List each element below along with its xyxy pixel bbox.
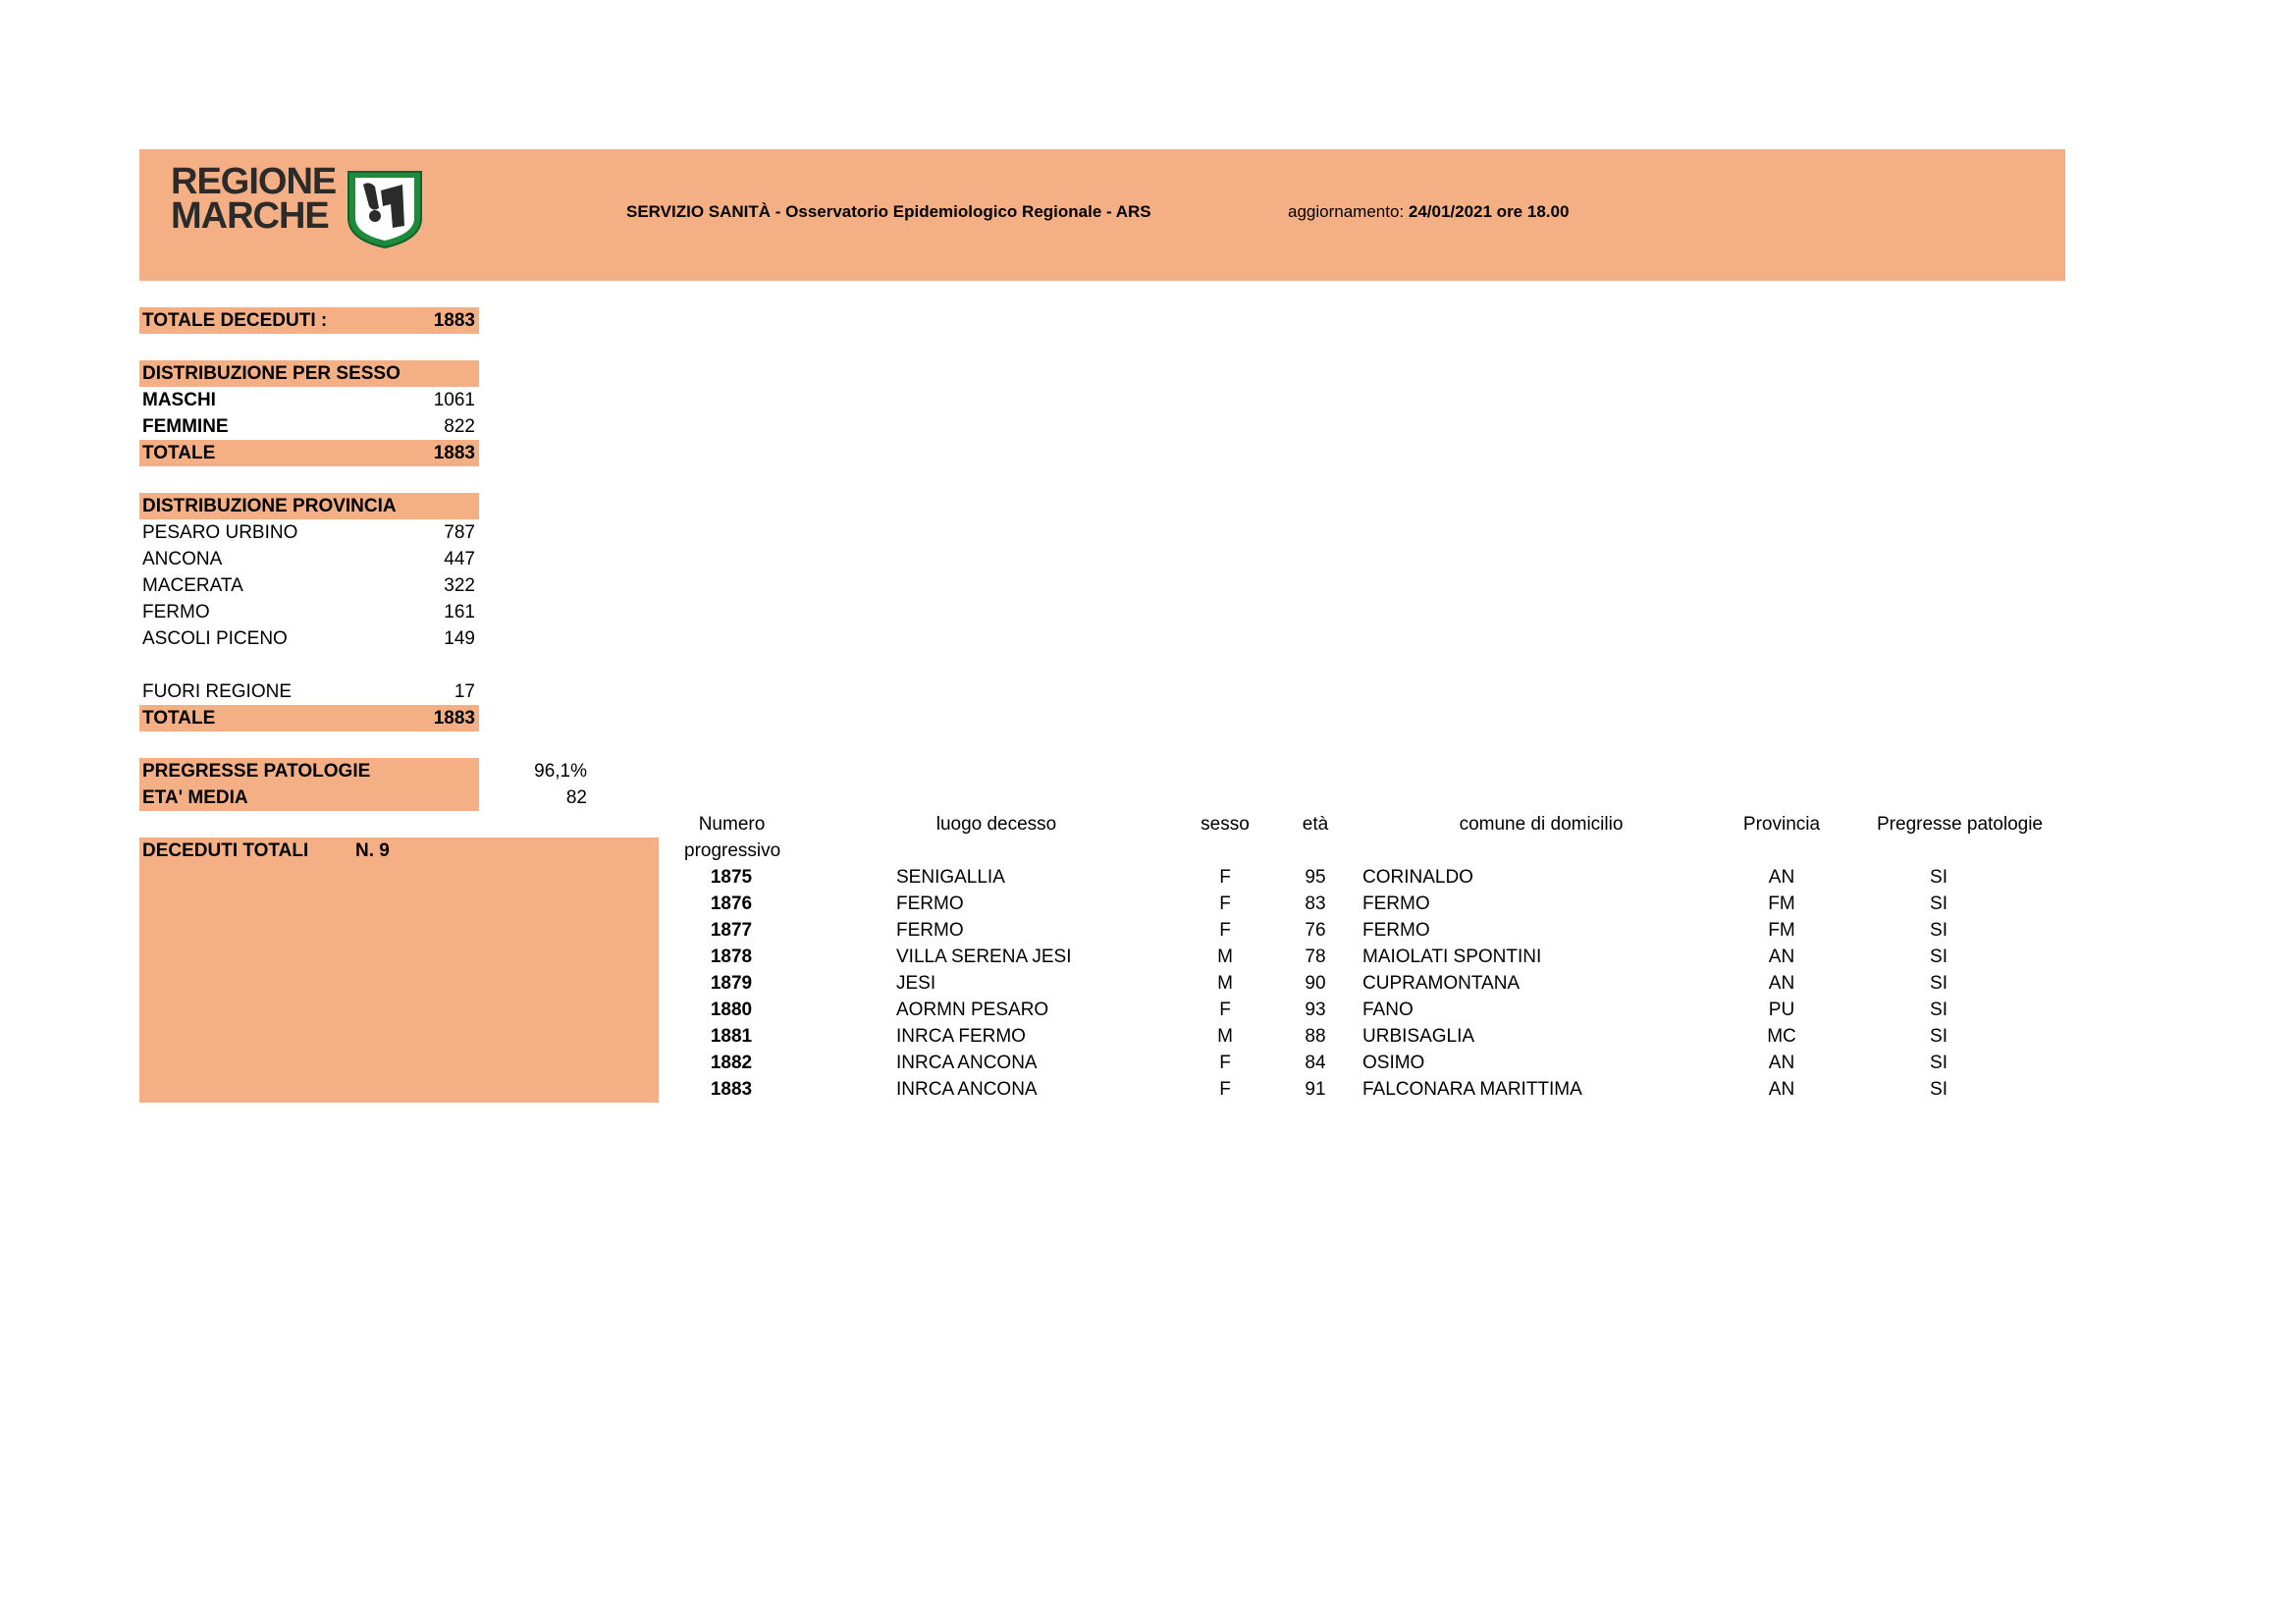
row-eta: 83 [1305,893,1326,914]
provincia-row-value: 787 [444,522,475,543]
row-provincia: FM [1768,920,1795,941]
row-sesso: F [1219,893,1231,914]
deceduti-totali-band [139,838,659,1103]
deceduti-totali-label: DECEDUTI TOTALI [142,840,309,861]
update-info [1288,202,1569,222]
provincia-row-value: 149 [444,628,475,649]
row-eta: 91 [1305,1079,1326,1100]
row-patologie: SI [1930,947,1948,967]
row-provincia: MC [1767,1026,1796,1047]
femmine-label: FEMMINE [142,416,229,437]
provincia-row-value: 322 [444,575,475,596]
row-numero: 1875 [710,867,753,888]
sesso-title: DISTRIBUZIONE PER SESSO [142,363,400,384]
row-sesso: M [1217,947,1233,967]
row-luogo: INRCA FERMO [896,1026,1026,1047]
provincia-row-label: PESARO URBINO [142,522,298,543]
provincia-totale-value: 1883 [433,708,475,729]
header-sesso: sesso [1201,814,1250,835]
eta-media-value: 82 [565,787,587,808]
femmine-value: 822 [444,416,475,437]
header-numero: Numero [698,814,766,835]
provincia-row-label: MACERATA [142,575,243,596]
row-provincia: PU [1768,1000,1795,1020]
row-luogo: VILLA SERENA JESI [896,947,1072,967]
row-sesso: M [1217,1026,1233,1047]
row-comune: MAIOLATI SPONTINI [1362,947,1542,967]
header-eta: età [1302,814,1329,835]
row-numero: 1877 [710,920,753,941]
row-sesso: F [1219,1079,1231,1100]
patologie-label: PREGRESSE PATOLOGIE [142,761,371,782]
row-sesso: F [1219,920,1231,941]
maschi-value: 1061 [433,390,475,410]
row-sesso: F [1219,1053,1231,1073]
row-provincia: FM [1768,893,1795,914]
header-provincia: Provincia [1742,814,1821,835]
row-provincia: AN [1768,973,1795,994]
row-comune: CORINALDO [1362,867,1473,888]
row-luogo: INRCA ANCONA [896,1053,1038,1073]
provincia-row-value: 161 [444,602,475,622]
row-eta: 93 [1305,1000,1326,1020]
row-sesso: F [1219,867,1231,888]
row-luogo: FERMO [896,893,964,914]
header-patologie: Pregresse patologie [1877,814,2043,835]
row-eta: 84 [1305,1053,1326,1073]
row-eta: 78 [1305,947,1326,967]
provincia-totale-label: TOTALE [142,708,216,729]
row-comune: FANO [1362,1000,1414,1020]
row-comune: OSIMO [1362,1053,1425,1073]
row-luogo: FERMO [896,920,964,941]
update-value: 24/01/2021 ore 18.00 [1408,202,1570,221]
row-provincia: AN [1768,867,1795,888]
logo-line-2: MARCHE [171,195,329,237]
row-luogo: AORMN PESARO [896,1000,1049,1020]
header-comune: comune di domicilio [1459,814,1624,835]
row-comune: URBISAGLIA [1362,1026,1475,1047]
fuori-regione-value: 17 [454,681,475,702]
row-provincia: AN [1768,1053,1795,1073]
totale-deceduti-value: 1883 [433,310,475,331]
row-patologie: SI [1930,893,1948,914]
deceduti-totali-count: N. 9 [355,840,390,861]
row-eta: 95 [1305,867,1326,888]
row-sesso: F [1219,1000,1231,1020]
region-shield-icon [346,169,424,249]
row-patologie: SI [1930,867,1948,888]
row-eta: 90 [1305,973,1326,994]
row-luogo: SENIGALLIA [896,867,1005,888]
eta-media-label: ETA' MEDIA [142,787,248,808]
row-patologie: SI [1930,973,1948,994]
row-patologie: SI [1930,1079,1948,1100]
provincia-row-value: 447 [444,549,475,569]
provincia-row-label: ANCONA [142,549,223,569]
header-progressivo: progressivo [684,840,781,861]
logo-line-1: REGIONE [171,161,337,202]
row-numero: 1881 [710,1026,753,1047]
region-logo-text [171,161,337,237]
provincia-row-label: FERMO [142,602,210,622]
row-numero: 1876 [710,893,753,914]
row-patologie: SI [1930,1000,1948,1020]
row-eta: 76 [1305,920,1326,941]
fuori-regione-label: FUORI REGIONE [142,681,293,702]
header-luogo: luogo decesso [935,814,1057,835]
row-sesso: M [1217,973,1233,994]
row-comune: FALCONARA MARITTIMA [1362,1079,1582,1100]
row-provincia: AN [1768,947,1795,967]
patologie-value: 96,1% [534,761,587,782]
row-numero: 1878 [710,947,753,967]
maschi-label: MASCHI [142,390,216,410]
row-numero: 1882 [710,1053,753,1073]
totale-deceduti-label: TOTALE DECEDUTI : [142,310,328,331]
row-patologie: SI [1930,920,1948,941]
row-comune: FERMO [1362,893,1430,914]
service-title: SERVIZIO SANITÀ - Osservatorio Epidemiologico Regionale - ARS [626,202,1151,221]
sesso-totale-value: 1883 [433,443,475,463]
row-comune: FERMO [1362,920,1430,941]
row-numero: 1880 [710,1000,753,1020]
row-numero: 1879 [710,973,753,994]
row-eta: 88 [1305,1026,1326,1047]
row-patologie: SI [1930,1026,1948,1047]
update-label: aggiornamento: [1288,202,1405,221]
row-luogo: INRCA ANCONA [896,1079,1038,1100]
row-luogo: JESI [896,973,936,994]
row-patologie: SI [1930,1053,1948,1073]
sesso-totale-label: TOTALE [142,443,216,463]
provincia-title: DISTRIBUZIONE PROVINCIA [142,496,397,516]
row-numero: 1883 [710,1079,753,1100]
provincia-row-label: ASCOLI PICENO [142,628,288,649]
row-provincia: AN [1768,1079,1795,1100]
row-comune: CUPRAMONTANA [1362,973,1521,994]
